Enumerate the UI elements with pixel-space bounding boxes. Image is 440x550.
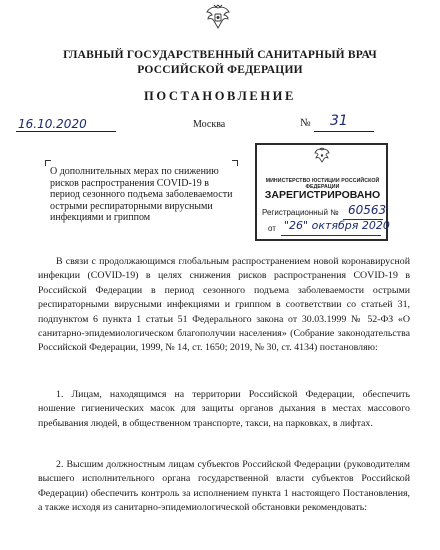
stamp-reg-date: "26" октября 2020 <box>284 219 390 232</box>
document-subject: О дополнительных мерах по снижению рисков распространения COVID-19 в период сезонного подъема заболеваемости острыми респираторными вирусными инфекциями и гриппом <box>50 166 233 224</box>
document-date: 16.10.2020 <box>18 117 87 131</box>
document-number: 31 <box>330 113 348 129</box>
date-underline <box>16 131 116 132</box>
document-city: Москва <box>193 119 226 130</box>
stamp-registered-label: ЗАРЕГИСТРИРОВАНО <box>264 189 381 201</box>
issuer-title-line2: РОССИЙСКОЙ ФЕДЕРАЦИИ <box>137 64 303 76</box>
coat-of-arms-icon <box>203 2 233 32</box>
number-sign: № <box>300 117 311 129</box>
stamp-reg-number-label: Регистрационный № <box>262 208 339 217</box>
number-underline <box>314 131 374 132</box>
stamp-ministry-name: МИНИСТЕРСТВО ЮСТИЦИИ РОССИЙСКОЙ ФЕДЕРАЦИИ <box>265 178 380 190</box>
paragraph-preamble: В связи с продолжающимся глобальным распространением новой коронавирусной инфекции (COVID-19) в целях снижения рисков распространения COVID-19 в Российской Федерации в период сезонного подъема заболеваемости острыми респираторными вирусными инфекциями и гриппом в соответствии со статьей 31, подпунктом 6 пункта 1 статьи 51 Федерального закона от 30.03.1999 № 52-ФЗ «О санитарно-эпидемиологическом благополучии населения» (Собрание законодательства Российской Федерации, 1999, № 14, ст. 1650; 2019, № 30, ст. 4134) постановляю: <box>38 256 410 354</box>
stamp-from-label: от <box>268 224 276 233</box>
paragraph-item-2: 2. Высшим должностным лицам субъектов Российской Федерации (руководителям высшего исполнительного органа государственной власти субъектов Российской Федерации) обеспечить контроль за исполнением пункта 1 настоящего Постановления, а также исходя из санитарно-эпидемиологической обстановки рекомендовать: <box>38 459 410 514</box>
issuer-title: ГЛАВНЫЙ ГОСУДАРСТВЕННЫЙ САНИТАРНЫЙ ВРАЧ <box>63 49 377 61</box>
stamp-reg-number: 60563 <box>348 203 387 217</box>
ministry-seal-icon <box>313 146 331 164</box>
paragraph-item-1: 1. Лицам, находящимся на территории Российской Федерации, обеспечить ношение гигиенических масок для защиты органов дыхания в местах массового пребывания людей, в общественном транспорте, такси, на парковках, в лифтах. <box>38 389 410 429</box>
document-type: ПОСТАНОВЛЕНИЕ <box>144 89 296 103</box>
stamp-date-underline <box>281 235 381 236</box>
